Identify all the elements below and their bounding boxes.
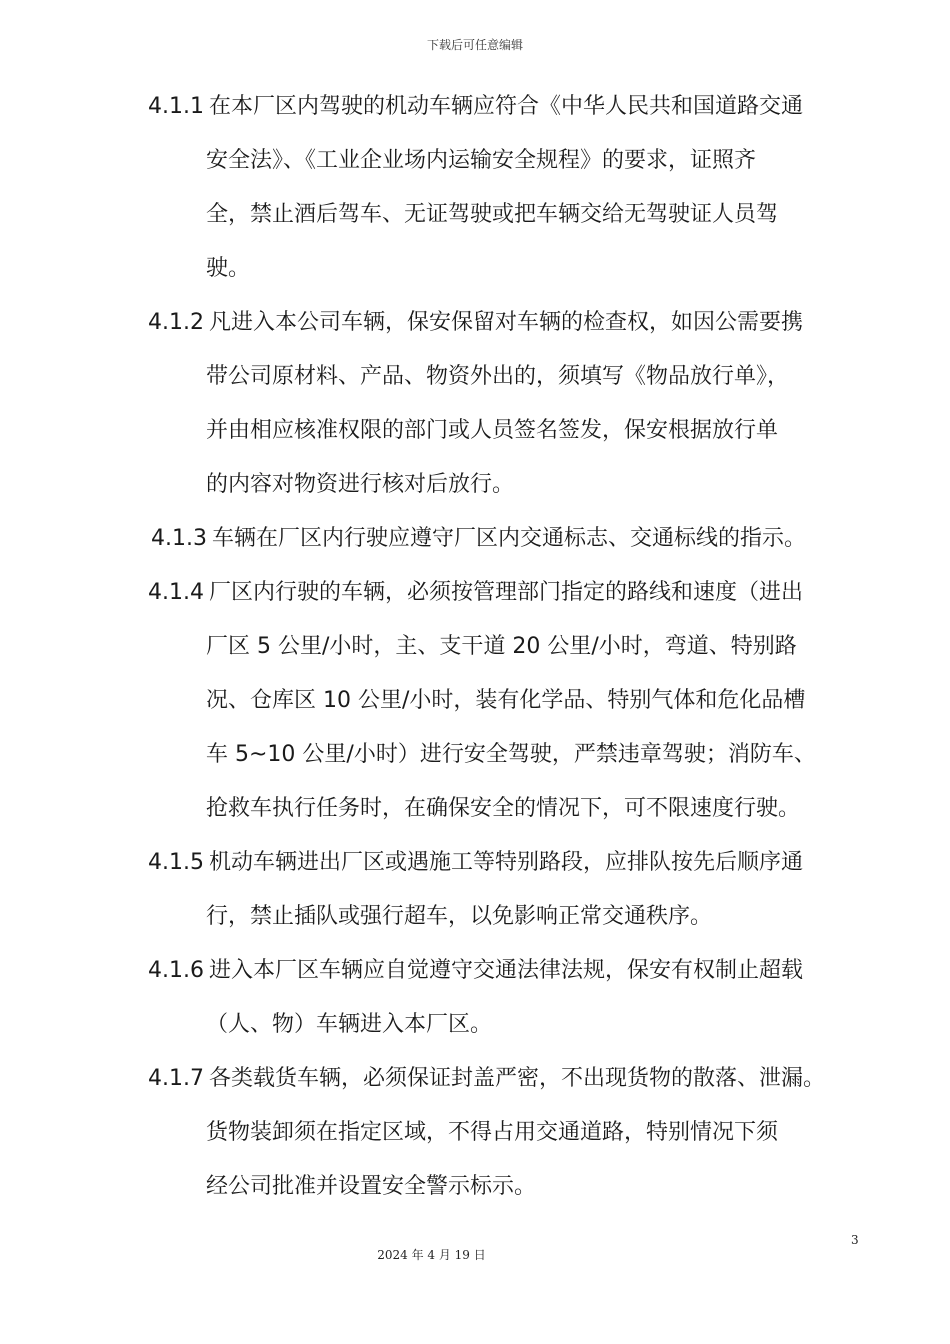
clause-number: 4.1.1	[148, 94, 204, 119]
clause-line: 安全法》、《工业企业场内运输安全规程》的要求，证照齐	[206, 148, 757, 173]
page-header: 下载后可任意编辑	[426, 38, 523, 52]
clause-text: 机动车辆进出厂区或遇施工等特别路段，应排队按先后顺序通	[208, 850, 803, 875]
clause-first-line	[148, 944, 848, 998]
clause-first-line	[148, 296, 848, 350]
clause-line: 的内容对物资进行核对后放行。	[206, 472, 515, 497]
clause-number: 4.1.7	[148, 1066, 204, 1091]
clause-text: 厂区内行驶的车辆，必须按管理部门指定的路线和速度（进出	[208, 580, 803, 605]
clause-line: 行，禁止插队或强行超车，以免影响正常交通秩序。	[206, 904, 713, 929]
clause-first-line	[148, 566, 848, 620]
clause-number: 4.1.6	[148, 958, 204, 983]
clause-text: 车辆在厂区内行驶应遵守厂区内交通标志、交通标线的指示。	[211, 526, 806, 551]
clause-first-line	[148, 1052, 848, 1106]
clause-text: 凡进入本公司车辆，保安保留对车辆的检查权，如因公需要携	[208, 310, 803, 335]
clause-4-1-6	[148, 944, 848, 1052]
clause-4-1-3	[151, 512, 851, 566]
clause-first-line	[151, 512, 851, 566]
clause-first-line	[148, 80, 848, 134]
clause-line: 驶。	[206, 256, 251, 281]
clause-line: 货物装卸须在指定区域，不得占用交通道路，特别情况下须	[206, 1120, 779, 1145]
page-number: 3	[851, 1233, 859, 1247]
clause-4-1-5	[148, 836, 848, 944]
clause-number: 4.1.5	[148, 850, 204, 875]
clause-line: 并由相应核准权限的部门或人员签名签发，保安根据放行单	[206, 418, 779, 443]
clause-line: 厂区 5 公里/小时，主、支干道 20 公里/小时，弯道、特别路	[206, 634, 797, 659]
clause-line: 车 5~10 公里/小时）进行安全驾驶，严禁违章驾驶；消防车、	[206, 742, 816, 767]
clause-line: 全，禁止酒后驾车、无证驾驶或把车辆交给无驾驶证人员驾	[206, 202, 779, 227]
clause-first-line	[148, 836, 848, 890]
clause-number: 4.1.3	[151, 526, 207, 551]
clause-4-1-2	[148, 296, 848, 512]
clause-line: 况、仓库区 10 公里/小时，装有化学品、特别气体和危化品槽	[206, 688, 806, 713]
clause-4-1-1	[148, 80, 848, 296]
clause-text: 在本厂区内驾驶的机动车辆应符合《中华人民共和国道路交通	[208, 94, 803, 119]
page-footer-date: 2024 年 4 月 19 日	[377, 1248, 486, 1262]
clause-4-1-7	[148, 1052, 848, 1214]
clause-text: 各类载货车辆，必须保证封盖严密，不出现货物的散落、泄漏。	[208, 1066, 825, 1091]
clause-4-1-4	[148, 566, 848, 836]
clause-line: 经公司批准并设置安全警示标示。	[206, 1174, 537, 1199]
clause-number: 4.1.4	[148, 580, 204, 605]
clause-text: 进入本厂区车辆应自觉遵守交通法律法规，保安有权制止超载	[208, 958, 803, 983]
clause-line: 带公司原材料、产品、物资外出的，须填写《物品放行单》，	[206, 364, 790, 389]
clause-line: 抢救车执行任务时，在确保安全的情况下，可不限速度行驶。	[206, 796, 801, 821]
clause-line: （人、物）车辆进入本厂区。	[206, 1012, 493, 1037]
clause-number: 4.1.2	[148, 310, 204, 335]
